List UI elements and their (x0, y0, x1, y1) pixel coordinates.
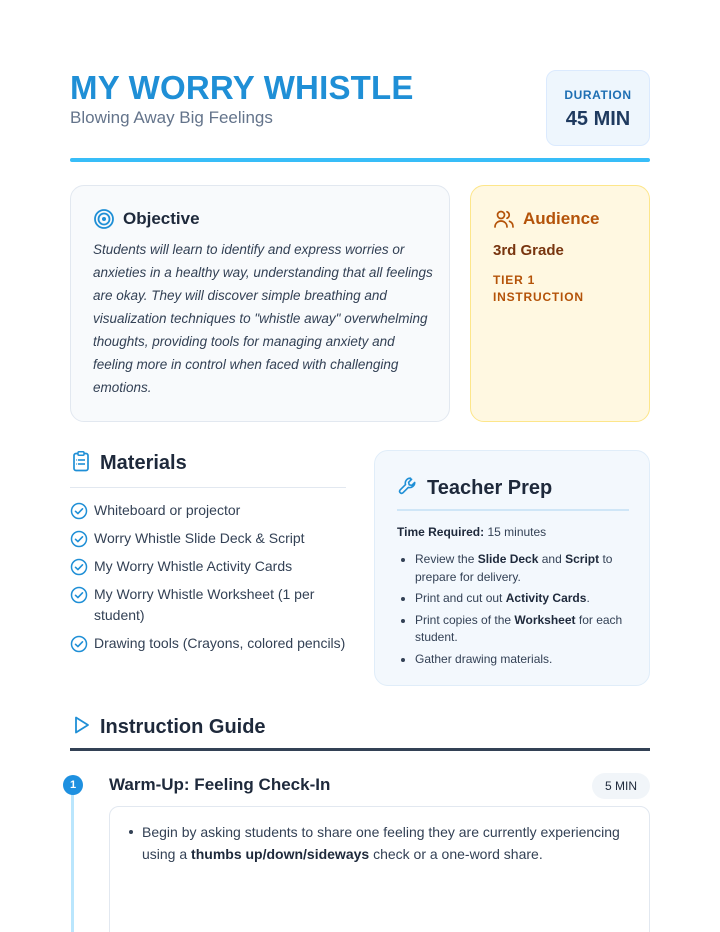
check-circle-icon (70, 502, 88, 520)
step-title: Warm-Up: Feeling Check-In (109, 775, 331, 794)
audience-grade: 3rd Grade (493, 242, 564, 259)
instruction-guide-header (70, 714, 266, 741)
step-timeline (71, 787, 74, 932)
materials-divider (70, 487, 346, 488)
audience-tier: TIER 1 INSTRUCTION (493, 273, 584, 304)
audience-card (470, 185, 650, 422)
list-item (70, 556, 348, 577)
list-item (397, 551, 633, 586)
prep-bold: Worksheet (514, 612, 576, 627)
materials-list (70, 500, 348, 654)
list-item (397, 612, 633, 647)
prep-bold: Activity Cards (505, 591, 587, 605)
step-number: 1 (63, 775, 83, 795)
materials-title: Materials (100, 452, 187, 474)
list-item (126, 821, 634, 865)
step-bullets (126, 821, 634, 865)
prep-text: Print and cut out (415, 591, 506, 605)
prep-text: for each student. (415, 612, 623, 644)
clipboard-icon (70, 450, 92, 477)
teacher-prep-card (374, 450, 650, 686)
material-label: Drawing tools (Crayons, colored pencils) (94, 635, 346, 651)
step-text: check or a one-word share. (369, 846, 543, 862)
prep-text: and (538, 552, 566, 566)
list-item (70, 528, 348, 549)
play-icon (70, 714, 92, 741)
prep-text: Review the (415, 552, 478, 566)
lesson-header (70, 70, 650, 160)
audience-header (493, 208, 600, 230)
objective-title: Objective (123, 209, 200, 228)
prep-list (397, 551, 633, 672)
prep-text: Print copies of the (415, 612, 515, 627)
step-time-badge: 5 MIN (592, 773, 650, 799)
objective-card (70, 185, 450, 422)
objective-text: Students will learn to identify and express worries or anxieties in a healthy way, understanding that all feelings are okay. They will discover simple breathing and visualization techniques to "whistle away" overwhelming thoughts, providing tools for managing anxiety and feeling more in control when faced with challenging emotions. (93, 242, 433, 395)
prep-bold: Slide Deck (477, 552, 539, 566)
materials-header (70, 450, 348, 477)
list-item (397, 590, 633, 608)
header-divider (70, 158, 650, 162)
check-circle-icon (70, 586, 88, 604)
step-bold: thumbs up/down/sideways (191, 846, 370, 862)
prep-time-value: 15 minutes (487, 525, 547, 539)
wrench-icon (397, 475, 419, 502)
materials-section (70, 450, 348, 661)
users-icon (493, 208, 515, 230)
instruction-guide-title: Instruction Guide (100, 716, 266, 738)
list-item (70, 584, 348, 626)
prep-bold: Script (565, 552, 600, 566)
check-circle-icon (70, 558, 88, 576)
page-subtitle: Blowing Away Big Feelings (70, 108, 273, 127)
instruction-guide-divider (70, 748, 650, 751)
list-item (70, 633, 348, 654)
list-item (70, 500, 348, 521)
prep-time (397, 525, 546, 539)
prep-divider (397, 509, 629, 511)
step-card (109, 806, 650, 932)
list-item (397, 651, 633, 669)
material-label: My Worry Whistle Activity Cards (94, 558, 293, 574)
objective-header (93, 208, 200, 230)
material-label: Whiteboard or projector (94, 502, 241, 518)
prep-title: Teacher Prep (427, 477, 553, 499)
duration-badge (546, 70, 650, 146)
material-label: Worry Whistle Slide Deck & Script (94, 530, 305, 546)
check-circle-icon (70, 530, 88, 548)
page-title: MY WORRY WHISTLE (70, 69, 414, 106)
duration-value: 45 MIN (565, 108, 631, 130)
prep-time-label: Time Required: (397, 525, 485, 539)
target-icon (93, 208, 115, 230)
check-circle-icon (70, 635, 88, 653)
prep-header (397, 475, 552, 502)
step-text: Begin by asking students to share one feeling they are currently experiencing using a (142, 824, 620, 862)
duration-label: DURATION (564, 88, 632, 102)
prep-text: to prepare for delivery. (415, 552, 613, 584)
material-label: My Worry Whistle Worksheet (1 per student) (94, 586, 315, 623)
prep-text: Gather drawing materials. (415, 651, 553, 666)
audience-title: Audience (523, 209, 600, 228)
prep-text: . (586, 591, 590, 605)
